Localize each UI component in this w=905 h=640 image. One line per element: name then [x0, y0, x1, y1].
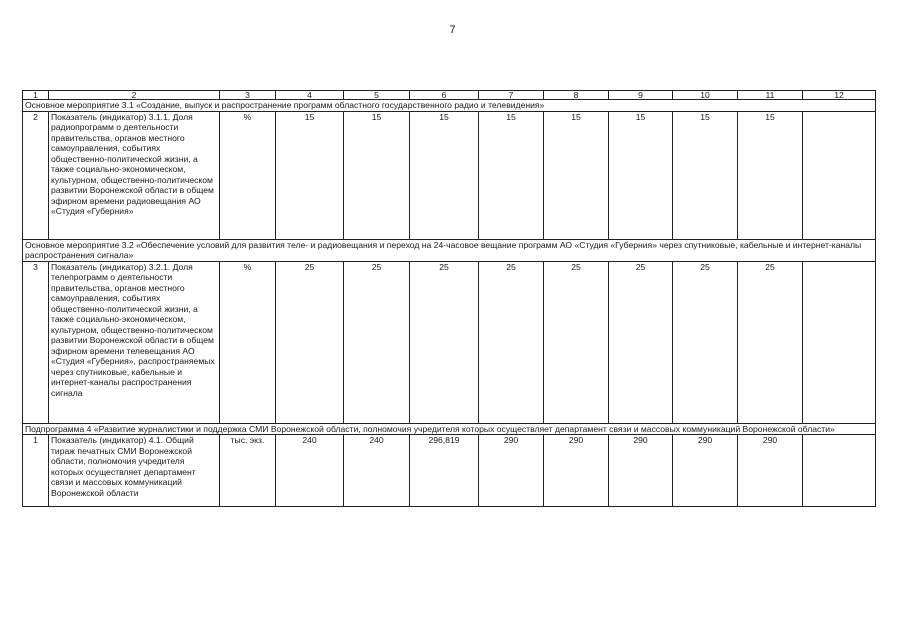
value-cell: 15 — [609, 111, 673, 239]
indicator-description: Показатель (индикатор) 3.1.1. Доля радиопрограмм о деятельности правительства, органов местного самоуправления, событиях общественно-политической жизни, а также социально-экономическом, культурном, общественно-политическом развитии Воронежской области в общем эфирном времени радиовещания АО «Студия «Губерния» — [49, 111, 220, 239]
value-cell: 296,819 — [410, 435, 479, 507]
value-cell: 15 — [544, 111, 609, 239]
column-header: 3 — [220, 91, 276, 100]
column-header: 6 — [410, 91, 479, 100]
column-header: 10 — [673, 91, 738, 100]
column-header: 7 — [479, 91, 544, 100]
row-number: 2 — [23, 111, 49, 239]
unit-cell: % — [220, 111, 276, 239]
value-cell — [803, 435, 876, 507]
value-cell: 290 — [609, 435, 673, 507]
column-header: 12 — [803, 91, 876, 100]
table-row — [23, 261, 876, 423]
value-cell: 290 — [673, 435, 738, 507]
value-cell: 15 — [410, 111, 479, 239]
column-header: 2 — [49, 91, 220, 100]
value-cell: 290 — [479, 435, 544, 507]
value-cell: 240 — [276, 435, 344, 507]
value-cell: 15 — [344, 111, 410, 239]
column-header: 1 — [23, 91, 49, 100]
value-cell: 240 — [344, 435, 410, 507]
value-cell: 25 — [544, 261, 609, 423]
section-title: Основное мероприятие 3.2 «Обеспечение условий для развития теле- и радиовещания и переход на 24-часовое вещание программ АО «Студия «Губерния» через спутниковые, кабельные и интернет-каналы распространения сигнала» — [23, 239, 876, 261]
indicator-description: Показатель (индикатор) 3.2.1. Доля телепрограмм о деятельности правительства, органов местного самоуправления, событиях общественно-политической жизни, а также социально-экономическом, культурном, общественно-политическом развитии Воронежской области в общем эфирном времени телевещания АО «Студия «Губерния», распространяемых через спутниковые, кабельные и интернет-каналы распространения сигнала — [49, 261, 220, 423]
value-cell: 25 — [479, 261, 544, 423]
indicators-table — [22, 90, 876, 507]
section-title: Подпрограмма 4 «Развитие журналистики и поддержка СМИ Воронежской области, полномочия учредителя которых осуществляет департамент связи и массовых коммуникаций Воронежской области» — [23, 423, 876, 435]
column-header: 8 — [544, 91, 609, 100]
value-cell: 25 — [738, 261, 803, 423]
value-cell: 15 — [738, 111, 803, 239]
table-row — [23, 435, 876, 507]
value-cell: 25 — [344, 261, 410, 423]
table-row — [23, 111, 876, 239]
value-cell: 25 — [609, 261, 673, 423]
indicator-description: Показатель (индикатор) 4.1. Общий тираж печатных СМИ Воронежской области, полномочия учредителя которых осуществляет департамент связи и массовых коммуникаций Воронежской области — [49, 435, 220, 507]
value-cell — [803, 261, 876, 423]
value-cell — [803, 111, 876, 239]
value-cell: 290 — [738, 435, 803, 507]
section-title: Основное мероприятие 3.1 «Создание, выпуск и распространение программ областного государственного радио и телевидения» — [23, 100, 876, 112]
value-cell: 15 — [276, 111, 344, 239]
section-row — [23, 100, 876, 112]
value-cell: 25 — [410, 261, 479, 423]
row-number: 3 — [23, 261, 49, 423]
row-number: 1 — [23, 435, 49, 507]
section-row — [23, 423, 876, 435]
column-header: 5 — [344, 91, 410, 100]
value-cell: 25 — [673, 261, 738, 423]
value-cell: 15 — [673, 111, 738, 239]
unit-cell: тыс. экз. — [220, 435, 276, 507]
table-header-row — [23, 91, 876, 100]
section-row — [23, 239, 876, 261]
unit-cell: % — [220, 261, 276, 423]
column-header: 11 — [738, 91, 803, 100]
page-number: 7 — [449, 24, 456, 36]
value-cell: 15 — [479, 111, 544, 239]
column-header: 4 — [276, 91, 344, 100]
column-header: 9 — [609, 91, 673, 100]
value-cell: 290 — [544, 435, 609, 507]
value-cell: 25 — [276, 261, 344, 423]
